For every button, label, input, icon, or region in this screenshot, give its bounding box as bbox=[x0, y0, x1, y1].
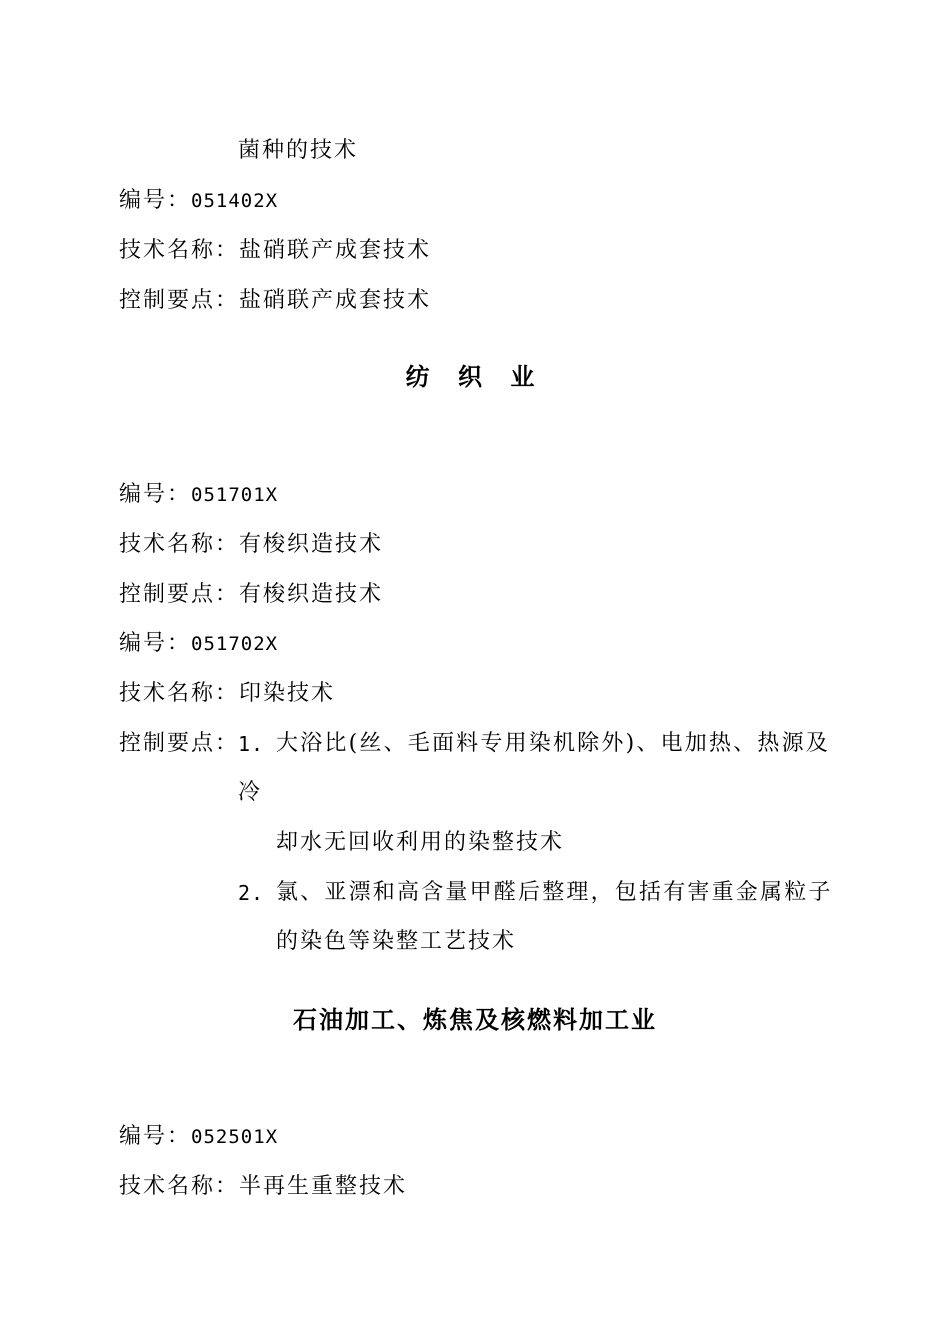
tech-name-row bbox=[119, 679, 335, 709]
control-points-row bbox=[119, 286, 431, 316]
control-points-value: 有梭织造技术 bbox=[239, 582, 384, 607]
code-label: 编号： bbox=[119, 482, 192, 507]
point-text: 氯、亚漂和高含量甲醛后整理，包括有害重金属粒子 bbox=[276, 880, 833, 905]
tech-name-row bbox=[119, 236, 431, 266]
tech-name-value: 有梭织造技术 bbox=[239, 532, 384, 557]
point-text-wrap: 冷 bbox=[238, 780, 263, 805]
tech-name-label: 技术名称： bbox=[119, 238, 240, 263]
control-points-label: 控制要点： bbox=[119, 731, 240, 756]
tech-name-label: 技术名称： bbox=[119, 532, 240, 557]
code-label: 编号： bbox=[119, 631, 192, 656]
point-number: 1. bbox=[238, 732, 265, 756]
code-row bbox=[119, 480, 278, 510]
tech-name-value: 盐硝联产成套技术 bbox=[239, 238, 432, 263]
control-points-label: 控制要点： bbox=[119, 288, 240, 313]
code-row bbox=[119, 629, 278, 659]
control-points-value: 盐硝联产成套技术 bbox=[239, 288, 432, 313]
code-row bbox=[119, 186, 278, 216]
code-row bbox=[119, 1122, 278, 1152]
point-text: 大浴比(丝、毛面料专用染机除外)、电加热、热源及 bbox=[276, 731, 830, 756]
control-points-row bbox=[119, 580, 383, 610]
code-value: 051702X bbox=[191, 633, 279, 655]
section-heading-textile: 纺 织 业 bbox=[405, 363, 545, 391]
section-heading-petroleum: 石油加工、炼焦及核燃料加工业 bbox=[293, 1006, 657, 1034]
code-value: 051701X bbox=[191, 484, 279, 506]
continuation-text: 菌种的技术 bbox=[238, 138, 359, 163]
tech-name-row bbox=[119, 1172, 407, 1202]
point-number: 2. bbox=[238, 881, 265, 905]
tech-name-label: 技术名称： bbox=[119, 1174, 240, 1199]
tech-name-label: 技术名称： bbox=[119, 681, 240, 706]
control-points-label: 控制要点： bbox=[119, 582, 240, 607]
tech-name-row bbox=[119, 530, 383, 560]
point-text-continued: 的染色等染整工艺技术 bbox=[276, 929, 517, 954]
tech-name-value: 印染技术 bbox=[239, 681, 336, 706]
code-value: 051402X bbox=[191, 190, 279, 212]
point-text-continued: 却水无回收利用的染整技术 bbox=[276, 830, 565, 855]
code-label: 编号： bbox=[119, 1124, 192, 1149]
tech-name-value: 半再生重整技术 bbox=[239, 1174, 408, 1199]
code-value: 052501X bbox=[191, 1126, 279, 1148]
code-label: 编号： bbox=[119, 188, 192, 213]
